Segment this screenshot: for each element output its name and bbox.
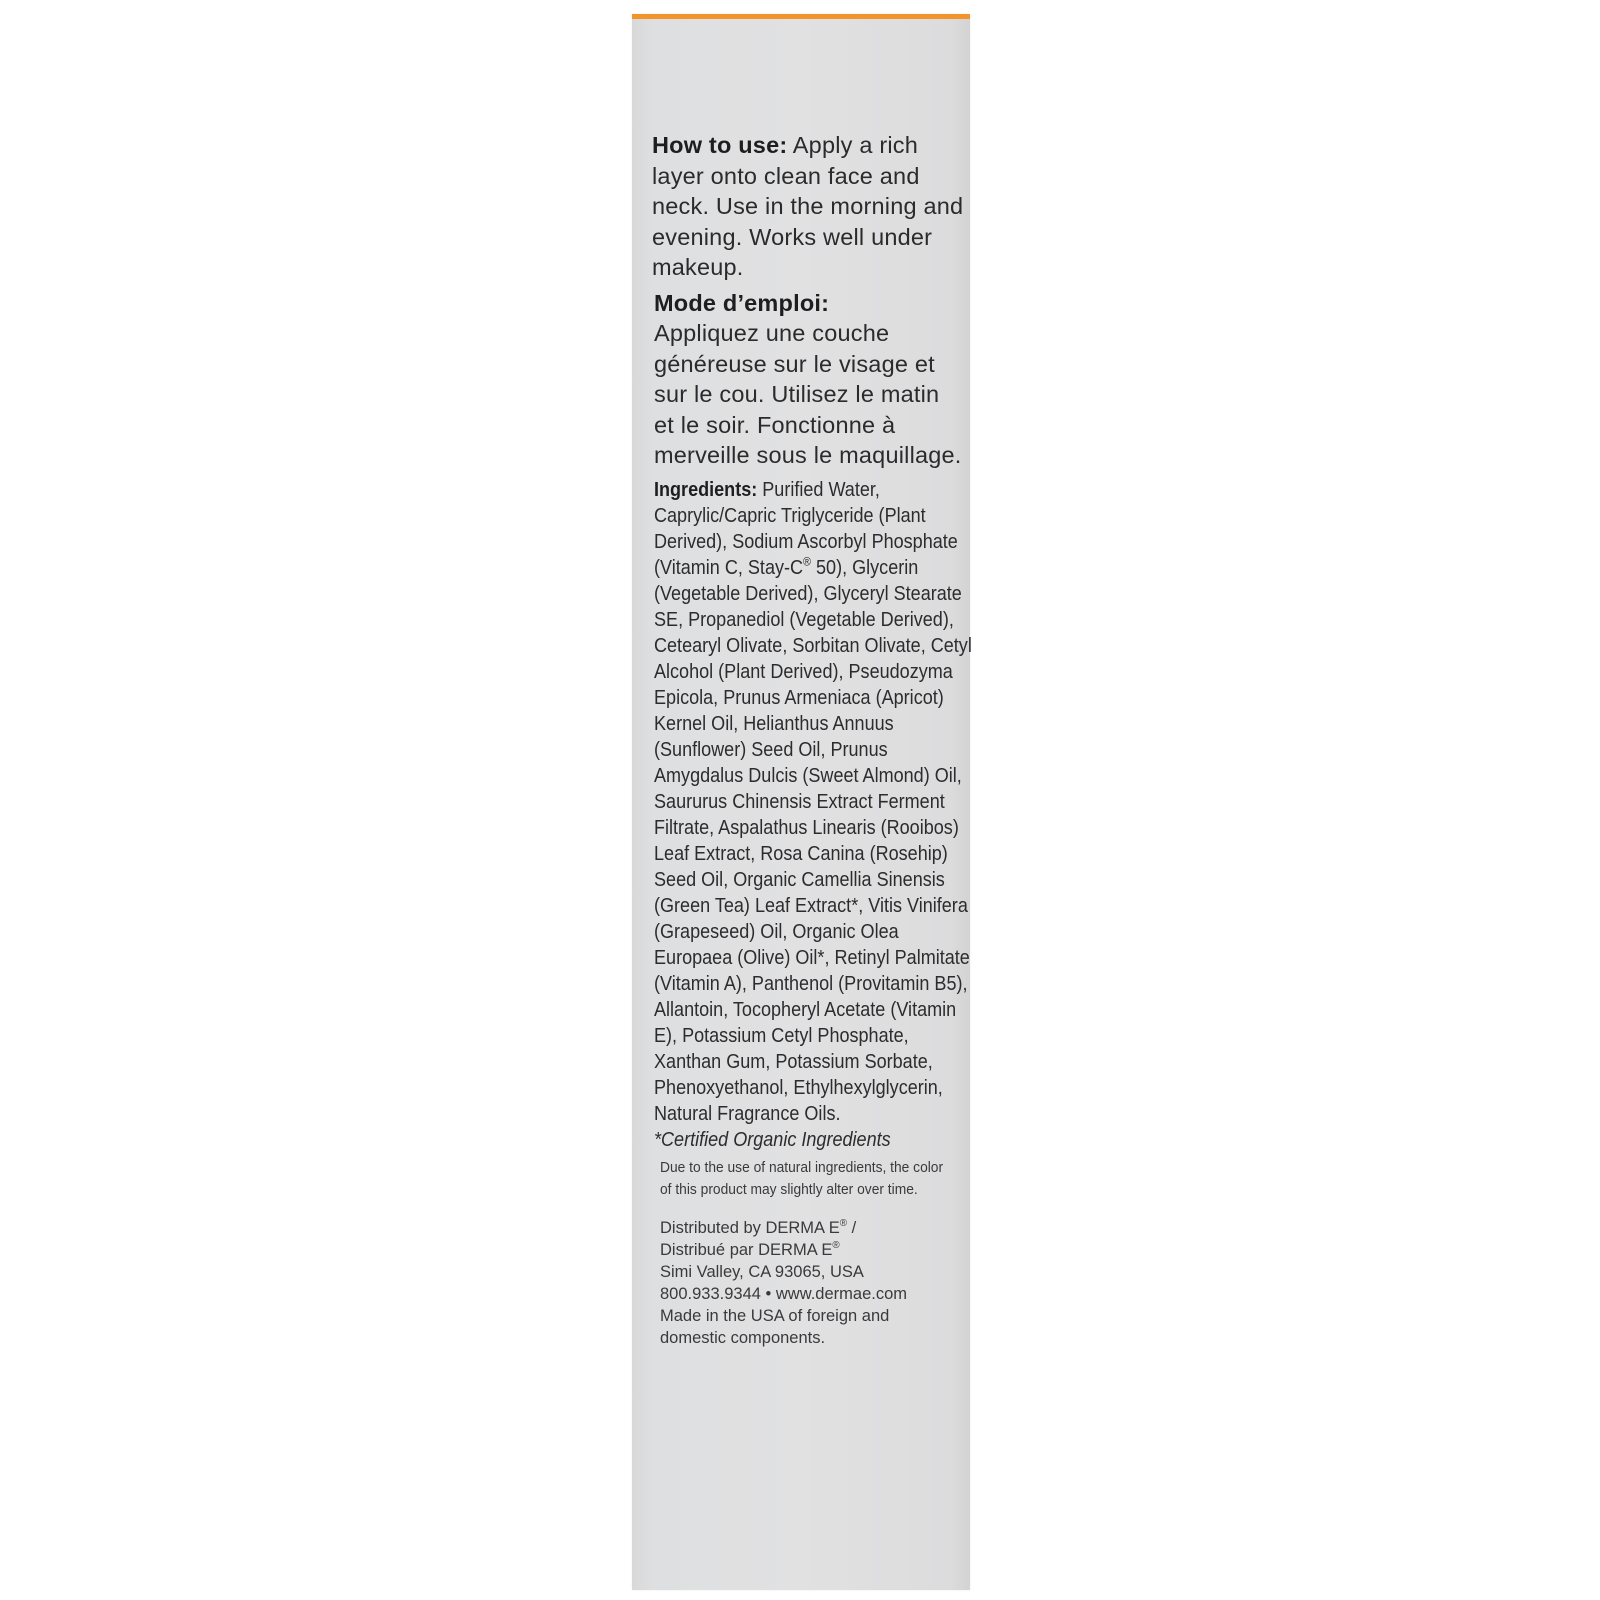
ingredients-paragraph (654, 477, 973, 1153)
address-line: Simi Valley, CA 93065, USA (660, 1262, 864, 1281)
components-line: domestic components. (660, 1328, 826, 1347)
made-in-usa-line: Made in the USA of foreign and (660, 1306, 890, 1325)
color-change-note: Due to the use of natural ingredients, the color of this product may slightly alter over time. (660, 1158, 944, 1198)
orange-accent-band (632, 14, 970, 19)
distributed-by-text: Distributed by DERMA E (660, 1218, 840, 1237)
certified-organic-note: *Certified Organic Ingredients (654, 1127, 891, 1151)
how-to-use-heading: How to use: (652, 132, 788, 158)
ingredients-text-part1: Purified Water, Caprylic/Capric Triglyceride (Plant Derived), Sodium Ascorbyl Phosphate (Vitamin C, Stay-C (654, 477, 958, 579)
distributed-by-suffix: / (847, 1218, 857, 1237)
mode-emploi-heading: Mode d’emploi: (654, 289, 830, 316)
product-box-side-panel (632, 14, 970, 1590)
mode-emploi-paragraph (654, 288, 964, 471)
how-to-use-text: Apply a rich layer onto clean face and neck. Use in the morning and evening. Works well under makeup. (652, 132, 964, 280)
distributed-by-line (660, 1217, 964, 1239)
registered-mark: ® (803, 553, 812, 568)
how-to-use-paragraph (652, 130, 964, 283)
registered-mark: ® (839, 1217, 848, 1229)
label-text-block (652, 130, 972, 1349)
phone-website-line: 800.933.9344 • www.dermae.com (660, 1284, 908, 1303)
ingredients-heading: Ingredients: (654, 477, 758, 501)
ingredients-text-part2: 50), Glycerin (Vegetable Derived), Glyceryl Stearate SE, Propanediol (Vegetable Derived), Cetearyl Olivate, Sorbitan Olivate, Cetyl Alcohol (Plant Derived), Pseudozyma Epicola, Prunus Armeniaca (Apricot) Kernel Oil, Helianthus Annuus (Sunflower) Seed Oil, Prunus Amygdalus Dulcis (Sweet Almond) Oil, Saururus Chinensis Extract Ferment Filtrate, Aspalathus Linearis (Rooibos) Leaf Extract, Rosa Canina (Rosehip) Seed Oil, Organic Camellia Sinensis (Green Tea) Leaf Extract*, Vitis Vinifera (Grapeseed) Oil, Organic Olea Europaea (Olive) Oil*, Retinyl Palmitate (Vitamin A), Panthenol (Provitamin B5), Allantoin, Tocopheryl Acetate (Vitamin E), Potassium Cetyl Phosphate, Xanthan Gum, Potassium Sorbate, Phenoxyethanol, Ethylhexylglycerin, Natural Fragrance Oils. (654, 555, 972, 1125)
distribue-par-text: Distribué par DERMA E (660, 1240, 833, 1259)
distribution-info (660, 1217, 964, 1349)
distribue-par-line (660, 1239, 964, 1261)
registered-mark: ® (832, 1239, 840, 1251)
mode-emploi-text: Appliquez une couche généreuse sur le visage et sur le cou. Utilisez le matin et le soir. Fonctionne à merveille sous le maquillage. (654, 320, 962, 468)
